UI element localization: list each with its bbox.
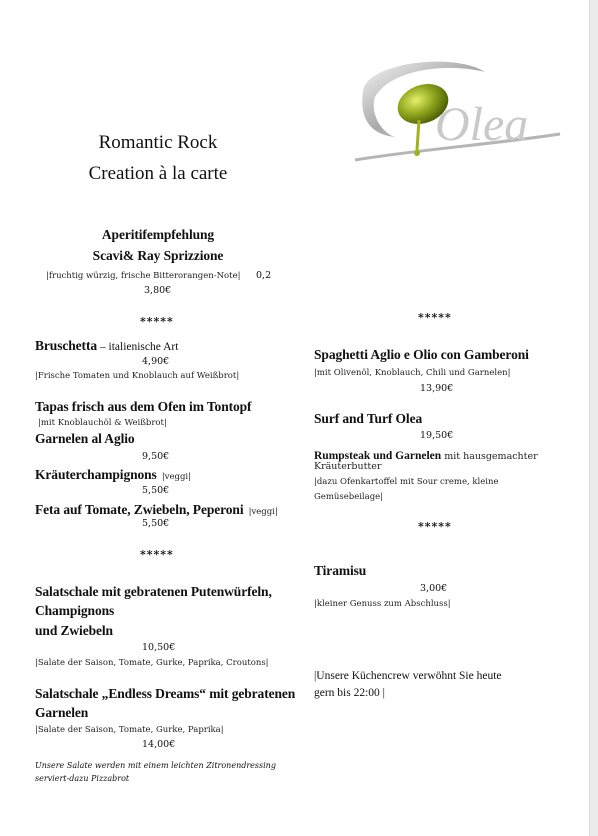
surf-bold: Rumpsteak und Garnelen xyxy=(314,450,442,462)
kraeuter-price: 5,50€ xyxy=(142,485,170,496)
bruschetta-price: 4,90€ xyxy=(142,356,170,367)
garnelen-price: 9,50€ xyxy=(142,451,170,462)
salat1-line2: Champignons xyxy=(35,603,115,618)
garnelen-name: Garnelen al Aglio xyxy=(35,431,135,446)
page-edge xyxy=(589,0,598,836)
salat2-price: 14,00€ xyxy=(142,739,176,750)
aperitif-volume: 0,2 xyxy=(256,270,272,281)
surf-price: 19,50€ xyxy=(420,430,454,441)
feta-line xyxy=(35,499,278,518)
feta-tag: |veggi| xyxy=(248,507,278,517)
menu-title-line1: Romantic Rock xyxy=(98,132,218,153)
aperitif-description: |fruchtig würzig, frische Bitterorangen-Note| xyxy=(46,271,241,281)
separator: ***** xyxy=(418,311,452,324)
spaghetti-description: |mit Olivenöl, Knoblauch, Chili und Garnelen| xyxy=(314,368,511,378)
tiramisu-description: |kleiner Genuss zum Abschluss| xyxy=(314,599,451,609)
surf-name: Surf and Turf Olea xyxy=(314,411,423,426)
feta-name: Feta auf Tomate, Zwiebeln, Peperoni xyxy=(35,502,244,517)
surf-desc1: |dazu Ofenkartoffel mit Sour creme, kleine xyxy=(314,477,499,487)
salat2-line1: Salatschale „Endless Dreams“ mit gebratenen xyxy=(35,686,296,701)
closing-line1: |Unsere Küchencrew verwöhnt Sie heute xyxy=(314,670,502,682)
bruschetta-name: Bruschetta xyxy=(35,338,97,353)
tiramisu-price: 3,00€ xyxy=(420,583,448,594)
separator: ***** xyxy=(418,520,452,533)
aperitif-price: 3,80€ xyxy=(144,285,172,296)
feta-price: 5,50€ xyxy=(142,518,170,529)
tapas-heading: Tapas frisch aus dem Ofen im Tontopf xyxy=(35,399,252,414)
logo-text: Olea xyxy=(435,98,529,151)
bruschetta-line xyxy=(35,335,178,354)
salat1-description: |Salate der Saison, Tomate, Gurke, Paprika, Croutons| xyxy=(35,658,269,668)
menu-title-line2: Creation à la carte xyxy=(88,163,228,184)
separator: ***** xyxy=(140,315,174,328)
salad-note-line1: Unsere Salate werden mit einem leichten Zitronendressing xyxy=(35,761,276,770)
bruschetta-description: |Frische Tomaten und Knoblauch auf Weißbrot| xyxy=(35,371,240,381)
salat2-description: |Salate der Saison, Tomate, Gurke, Paprika| xyxy=(35,725,224,735)
bruschetta-suffix: – italienische Art xyxy=(97,341,179,353)
salad-note-line2: serviert-dazu Pizzabrot xyxy=(35,774,130,783)
tapas-description: |mit Knoblauchöl & Weißbrot| xyxy=(38,418,167,428)
surf-rest: mit hausgemachter xyxy=(441,451,538,462)
spaghetti-price: 13,90€ xyxy=(420,383,454,394)
salat2-line2: Garnelen xyxy=(35,705,89,720)
kraeuter-name: Kräuterchampignons xyxy=(35,467,157,482)
surf-line2: Kräuterbutter xyxy=(314,461,382,472)
salat1-line3: und Zwiebeln xyxy=(35,623,113,638)
kraeuter-tag: |veggi| xyxy=(161,472,191,482)
surf-desc2: Gemüsebeilage| xyxy=(314,492,384,502)
salat1-price: 10,50€ xyxy=(142,642,176,653)
aperitif-heading: Aperitifempfehlung xyxy=(101,227,215,242)
tiramisu-name: Tiramisu xyxy=(314,563,367,578)
separator: ***** xyxy=(140,548,174,561)
kraeuter-line xyxy=(35,464,191,483)
aperitif-name: Scavi& Ray Sprizzione xyxy=(92,248,224,263)
closing-line2: gern bis 22:00 | xyxy=(314,687,385,699)
salat1-line1: Salatschale mit gebratenen Putenwürfeln, xyxy=(35,584,272,599)
spaghetti-name: Spaghetti Aglio e Olio con Gamberoni xyxy=(314,347,529,362)
olea-logo xyxy=(335,52,565,172)
